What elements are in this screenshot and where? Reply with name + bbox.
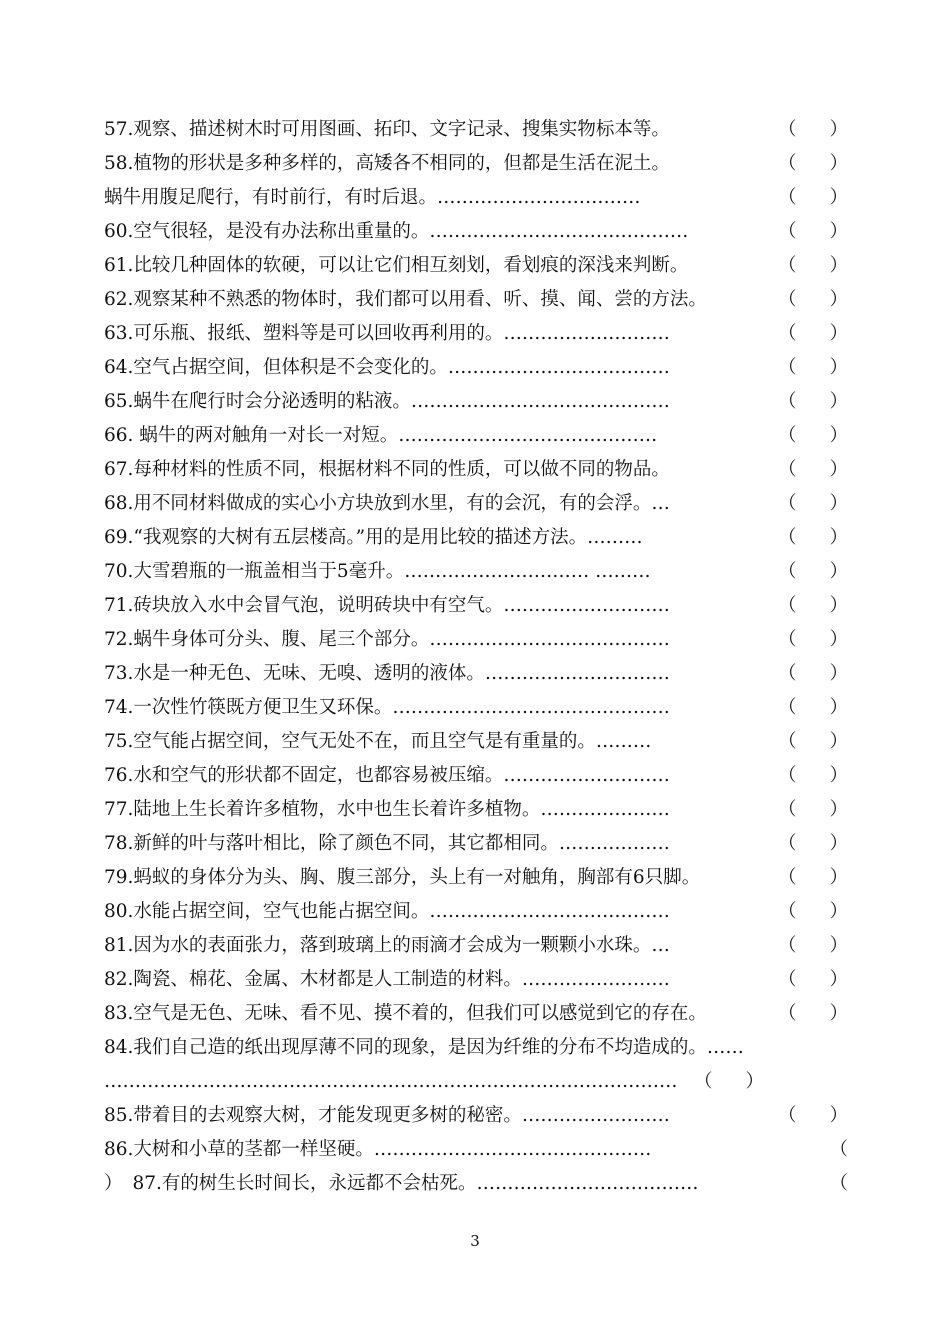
question-line: [104, 521, 848, 555]
answer-parentheses: [778, 691, 848, 725]
open-paren: （: [778, 493, 797, 514]
question-line: [104, 1031, 848, 1065]
close-paren: ）: [829, 935, 848, 956]
open-paren: （: [778, 1003, 797, 1024]
close-paren: ）: [829, 187, 848, 208]
question-line: [104, 1133, 848, 1167]
question-line: [104, 215, 848, 249]
question-line: [104, 1099, 848, 1133]
question-text: 蜗牛用腹足爬行，有时前行，有时后退。……………………………: [104, 187, 641, 208]
question-text: 60.空气很轻，是没有办法称出重量的。……………………………………: [104, 221, 689, 242]
close-paren: ）: [829, 459, 848, 480]
question-line: [104, 963, 848, 997]
close-paren: ）: [829, 1105, 848, 1126]
close-paren: ）: [829, 799, 848, 820]
question-text: 85.带着目的去观察大树，才能发现更多树的秘密。……………………: [104, 1105, 670, 1126]
close-paren: ）: [829, 493, 848, 514]
close-paren: ）: [829, 663, 848, 684]
question-line: [104, 691, 848, 725]
question-text: 62.观察某种不熟悉的物体时，我们都可以用看、听、摸、闻、尝的方法。: [104, 289, 707, 310]
answer-parentheses: [778, 793, 848, 827]
open-paren: （: [778, 425, 797, 446]
answer-parentheses: [778, 283, 848, 317]
open-paren: （: [778, 459, 797, 480]
answer-parentheses: [778, 555, 848, 589]
answer-parentheses: [778, 1099, 848, 1133]
answer-parentheses: [778, 487, 848, 521]
open-paren: （: [778, 697, 797, 718]
answer-parentheses: [778, 249, 848, 283]
close-paren: ）: [829, 221, 848, 242]
open-paren: （: [778, 731, 797, 752]
question-text: 65.蜗牛在爬行时会分泌透明的粘液。……………………………………: [104, 391, 670, 412]
open-paren: （: [778, 901, 797, 922]
open-paren: （: [778, 595, 797, 616]
open-paren: （: [778, 867, 797, 888]
answer-parentheses: [778, 759, 848, 793]
question-line: [104, 181, 848, 215]
question-line: [104, 385, 848, 419]
question-text: 82.陶瓷、棉花、金属、木材都是人工制造的材料。……………………: [104, 969, 670, 990]
answer-parentheses: [778, 147, 848, 181]
question-line: [104, 555, 848, 589]
open-paren: （: [778, 357, 797, 378]
question-text: 63.可乐瓶、报纸、塑料等是可以回收再利用的。………………………: [104, 323, 670, 344]
close-paren: ）: [829, 1003, 848, 1024]
question-text: 70.大雪碧瓶的一瓶盖相当于5毫升。………………………… ………: [104, 561, 651, 582]
answer-parentheses: [778, 657, 848, 691]
open-paren: （: [778, 629, 797, 650]
question-text: 71.砖块放入水中会冒气泡，说明砖块中有空气。………………………: [104, 595, 670, 616]
close-paren: ）: [829, 527, 848, 548]
question-line: [104, 147, 848, 181]
close-paren: ）: [829, 119, 848, 140]
answer-parentheses: [778, 725, 848, 759]
open-paren: （: [778, 255, 797, 276]
open-paren: （: [829, 1139, 848, 1160]
close-paren: ）: [829, 901, 848, 922]
question-line: [104, 283, 848, 317]
open-paren: （: [778, 799, 797, 820]
question-line: [104, 759, 848, 793]
close-paren: ）: [829, 697, 848, 718]
close-paren: ）: [829, 765, 848, 786]
question-line: [104, 453, 848, 487]
open-paren: （: [778, 935, 797, 956]
question-text: 72.蜗牛身体可分头、腹、尾三个部分。…………………………………: [104, 629, 670, 650]
answer-parentheses: [778, 827, 848, 861]
open-paren: （: [778, 323, 797, 344]
question-text: 64.空气占据空间，但体积是不会变化的。………………………………: [104, 357, 670, 378]
question-text: 80.水能占据空间，空气也能占据空间。…………………………………: [104, 901, 670, 922]
close-paren: ）: [829, 323, 848, 344]
close-paren: ）: [829, 391, 848, 412]
question-text: 57.观察、描述树木时可用图画、拓印、文字记录、搜集实物标本等。: [104, 119, 670, 140]
question-text: 78.新鲜的叶与落叶相比，除了颜色不同，其它都相同。………………: [104, 833, 670, 854]
open-paren: （: [778, 187, 797, 208]
close-paren: ）: [829, 833, 848, 854]
question-text: 76.水和空气的形状都不固定，也都容易被压缩。………………………: [104, 765, 670, 786]
close-paren: ）: [829, 867, 848, 888]
open-paren: （: [829, 1173, 848, 1194]
close-paren: ）: [829, 357, 848, 378]
open-paren: （: [694, 1071, 713, 1092]
question-text: 67.每种材料的性质不同，根据材料不同的性质，可以做不同的物品。: [104, 459, 670, 480]
question-line: [104, 419, 848, 453]
close-paren: ）: [829, 425, 848, 446]
answer-parentheses: [778, 963, 848, 997]
question-line: [104, 589, 848, 623]
question-text: 68.用不同材料做成的实心小方块放到水里，有的会沉，有的会浮。…: [104, 493, 670, 514]
close-paren: ）: [104, 1173, 123, 1194]
open-paren: （: [778, 391, 797, 412]
question-line: [104, 623, 848, 657]
question-line-continuation: [104, 1065, 848, 1099]
answer-parentheses: [778, 521, 848, 555]
close-paren: ）: [829, 255, 848, 276]
answer-parentheses: [778, 997, 848, 1031]
close-paren: ）: [745, 1071, 764, 1092]
question-line: [104, 827, 848, 861]
close-paren: ）: [829, 731, 848, 752]
open-paren: （: [778, 561, 797, 582]
open-paren: （: [778, 1105, 797, 1126]
answer-parentheses: [778, 215, 848, 249]
question-text: 61.比较几种固体的软硬，可以让它们相互刻划，看划痕的深浅来判断。: [104, 255, 689, 276]
question-text: 83.空气是无色、无味、看不见、摸不着的，但我们可以感觉到它的存在。: [104, 1003, 707, 1024]
question-text: 81.因为水的表面张力，落到玻璃上的雨滴才会成为一颗颗小水珠。…: [104, 935, 670, 956]
open-paren: （: [778, 119, 797, 140]
question-text: 84.我们自己造的纸出现厚薄不同的现象，是因为纤维的分布不均造成的。……: [104, 1037, 744, 1058]
close-paren: ）: [829, 595, 848, 616]
question-list: [104, 113, 848, 1201]
question-line: [104, 351, 848, 385]
question-text: 66. 蜗牛的两对触角一对长一对短。……………………………………: [104, 425, 658, 446]
question-text: 77.陆地上生长着许多植物，水中也生长着许多植物。…………………: [104, 799, 670, 820]
question-text: 69.“我观察的大树有五层楼高。”用的是用比较的描述方法。………: [104, 527, 643, 548]
question-line: [104, 861, 848, 895]
open-paren: （: [778, 527, 797, 548]
question-line: [104, 725, 848, 759]
question-text: 86.大树和小草的茎都一样坚硬。………………………………………: [104, 1139, 652, 1160]
open-paren: （: [778, 833, 797, 854]
question-line: [104, 929, 848, 963]
answer-parentheses: [778, 453, 848, 487]
question-text: 74.一次性竹筷既方便卫生又环保。………………………………………: [104, 697, 670, 718]
close-paren: ）: [829, 969, 848, 990]
open-paren: （: [778, 289, 797, 310]
close-paren: ）: [829, 561, 848, 582]
question-line: [104, 317, 848, 351]
question-text: 87.有的树生长时间长，永远都不会枯死。………………………………: [132, 1173, 699, 1194]
answer-parentheses: [778, 385, 848, 419]
answer-parentheses: [778, 419, 848, 453]
open-paren: （: [778, 221, 797, 242]
question-text: 73.水是一种无色、无味、无嗅、透明的液体。…………………………: [104, 663, 670, 684]
answer-parentheses: [778, 181, 848, 215]
question-line: [104, 1167, 848, 1201]
answer-parentheses: [778, 351, 848, 385]
close-paren: ）: [829, 153, 848, 174]
open-paren: （: [778, 663, 797, 684]
open-paren: （: [778, 969, 797, 990]
answer-parentheses: [778, 623, 848, 657]
answer-parentheses: [778, 113, 848, 147]
answer-parentheses: [694, 1065, 764, 1099]
answer-parentheses: [778, 589, 848, 623]
close-paren: ）: [829, 629, 848, 650]
page-number: 3: [470, 1232, 480, 1250]
question-line: [104, 793, 848, 827]
answer-parentheses: [778, 895, 848, 929]
answer-parentheses: [778, 317, 848, 351]
question-line: [104, 997, 848, 1031]
question-line: [104, 487, 848, 521]
question-line: [104, 895, 848, 929]
question-line: [104, 249, 848, 283]
question-line: [104, 657, 848, 691]
question-text: 58.植物的形状是多种多样的，高矮各不相同的，但都是生活在泥土。: [104, 153, 670, 174]
answer-parentheses: [778, 861, 848, 895]
question-text-continuation: …………………………………………………………………………………: [104, 1071, 678, 1092]
question-line: [104, 113, 848, 147]
open-paren: （: [778, 153, 797, 174]
close-paren: ）: [829, 289, 848, 310]
answer-parentheses: [778, 929, 848, 963]
question-text: 79.蚂蚁的身体分为头、胸、腹三部分，头上有一对触角，胸部有6只脚。: [104, 867, 701, 888]
open-paren: （: [778, 765, 797, 786]
question-text: 75.空气能占据空间，空气无处不在，而且空气是有重量的。………: [104, 731, 652, 752]
